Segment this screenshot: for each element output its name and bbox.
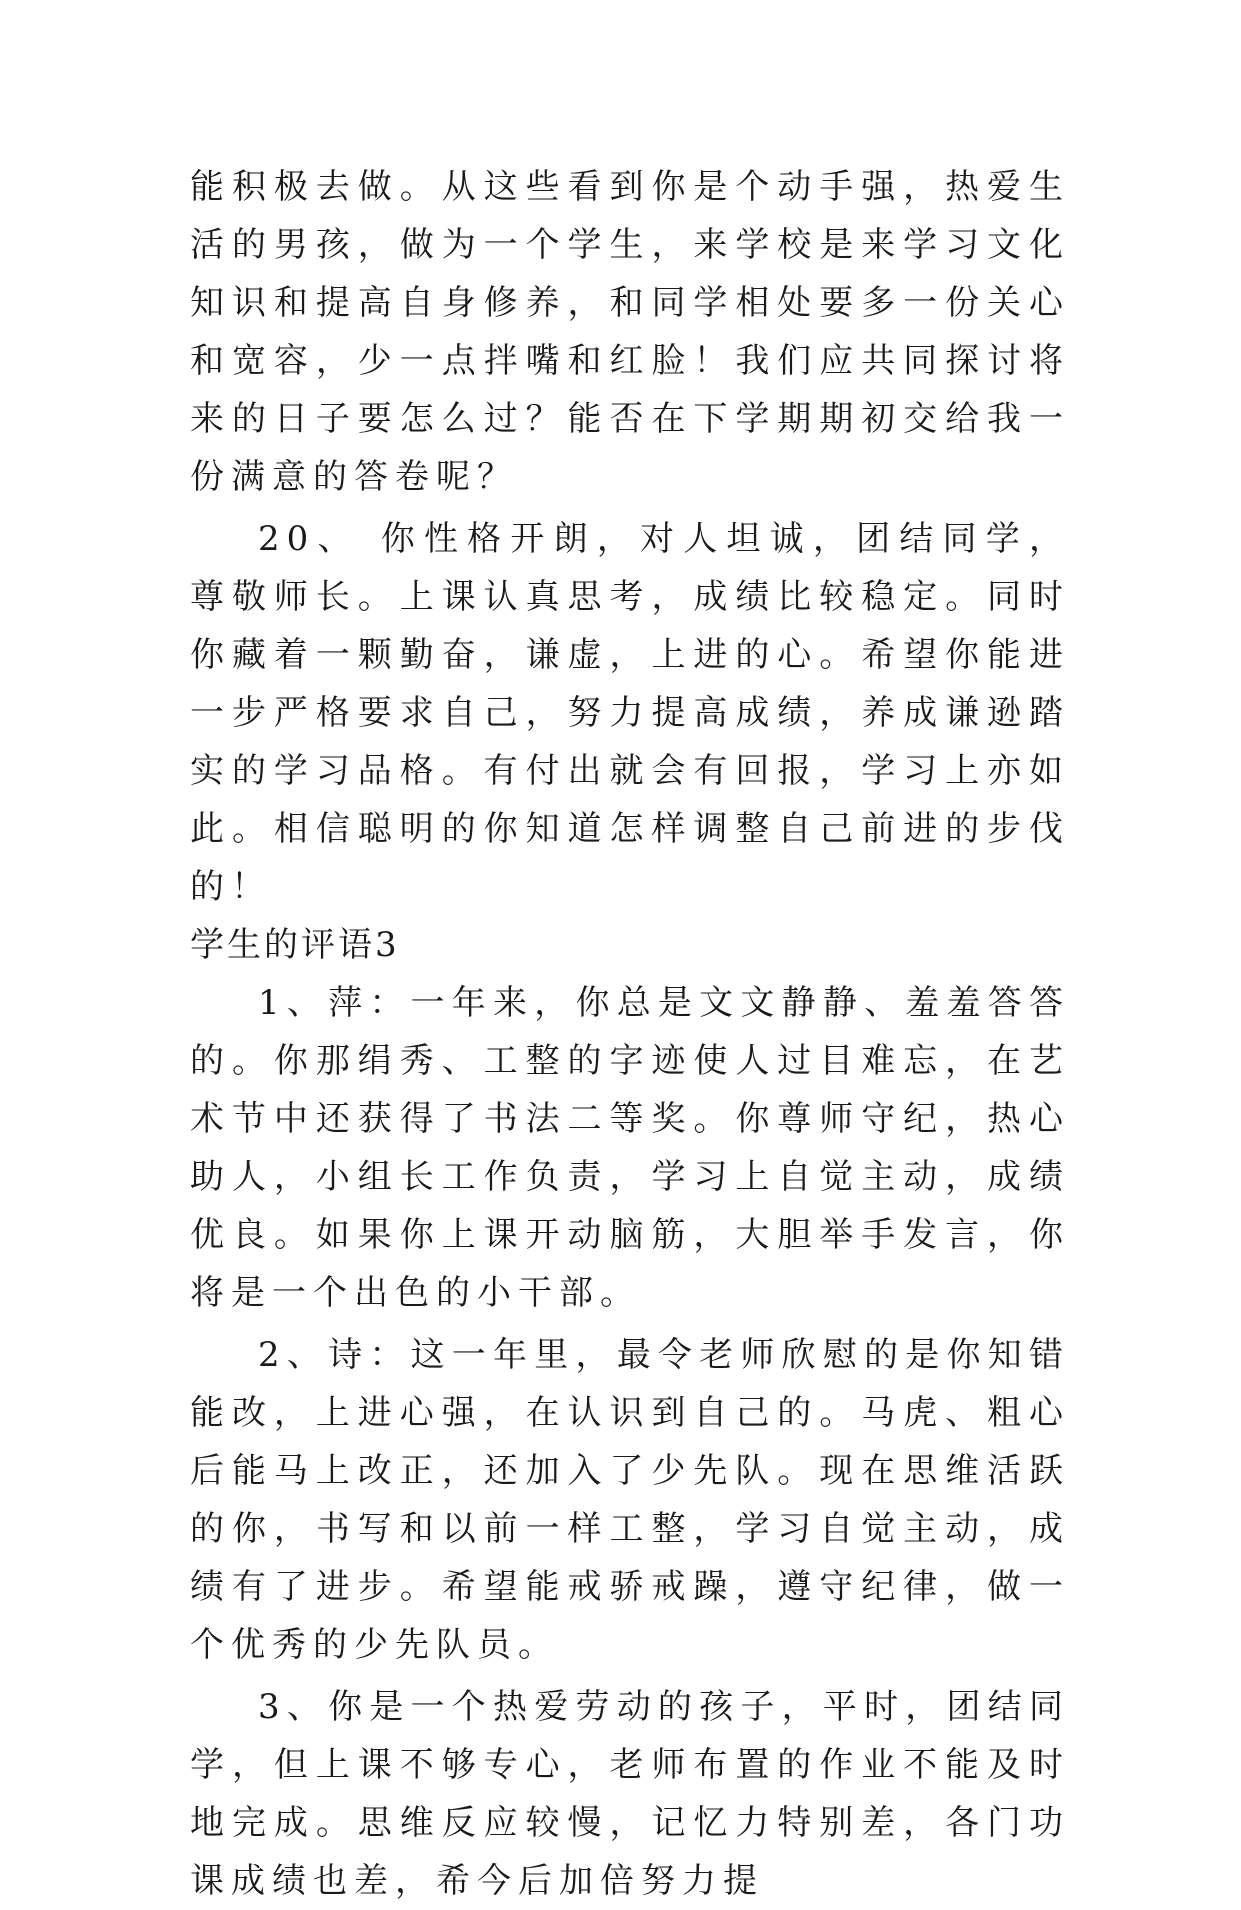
paragraph-comment-2: 2、诗：这一年里，最令老师欣慰的是你知错能改，上进心强，在认识到自己的。马虎、粗心后能马上改正，还加入了少先队。现在思维活跃的你，书写和以前一样工整，学习自觉主动，成绩有了进步。希望能戒骄戒躁，遵守纪律，做一个优秀的少先队员。: [190, 1335, 1070, 1665]
section-heading: 学生的评语3: [190, 925, 400, 965]
paragraph-continued: 能积极去做。从这些看到你是个动手强，热爱生活的男孩，做为一个学生，来学校是来学习文化知识和提高自身修养，和同学相处要多一份关心和宽容，少一点拌嘴和红脸！我们应共同探讨将来的日子要怎么过？能否在下学期期初交给我一份满意的答卷呢？: [190, 167, 1070, 497]
paragraph-comment-20: 20、 你性格开朗，对人坦诚，团结同学，尊敬师长。上课认真思考，成绩比较稳定。同时你藏着一颗勤奋，谦虚，上进的心。希望你能进一步严格要求自己，努力提高成绩，养成谦逊踏实的学习品格。有付出就会有回报，学习上亦如此。相信聪明的你知道怎样调整自己前进的步伐的！: [190, 519, 1070, 907]
paragraph-comment-1: 1、萍：一年来，你总是文文静静、羞羞答答的。你那绢秀、工整的字迹使人过目难忘，在艺术节中还获得了书法二等奖。你尊师守纪，热心助人，小组长工作负责，学习上自觉主动，成绩优良。如果你上课开动脑筋，大胆举手发言，你将是一个出色的小干部。: [190, 983, 1070, 1313]
document-page: [190, 158, 1070, 1910]
paragraph-comment-3: 3、你是一个热爱劳动的孩子，平时，团结同学，但上课不够专心，老师布置的作业不能及时地完成。思维反应较慢，记忆力特别差，各门功课成绩也差，希今后加倍努力提: [190, 1687, 1070, 1901]
